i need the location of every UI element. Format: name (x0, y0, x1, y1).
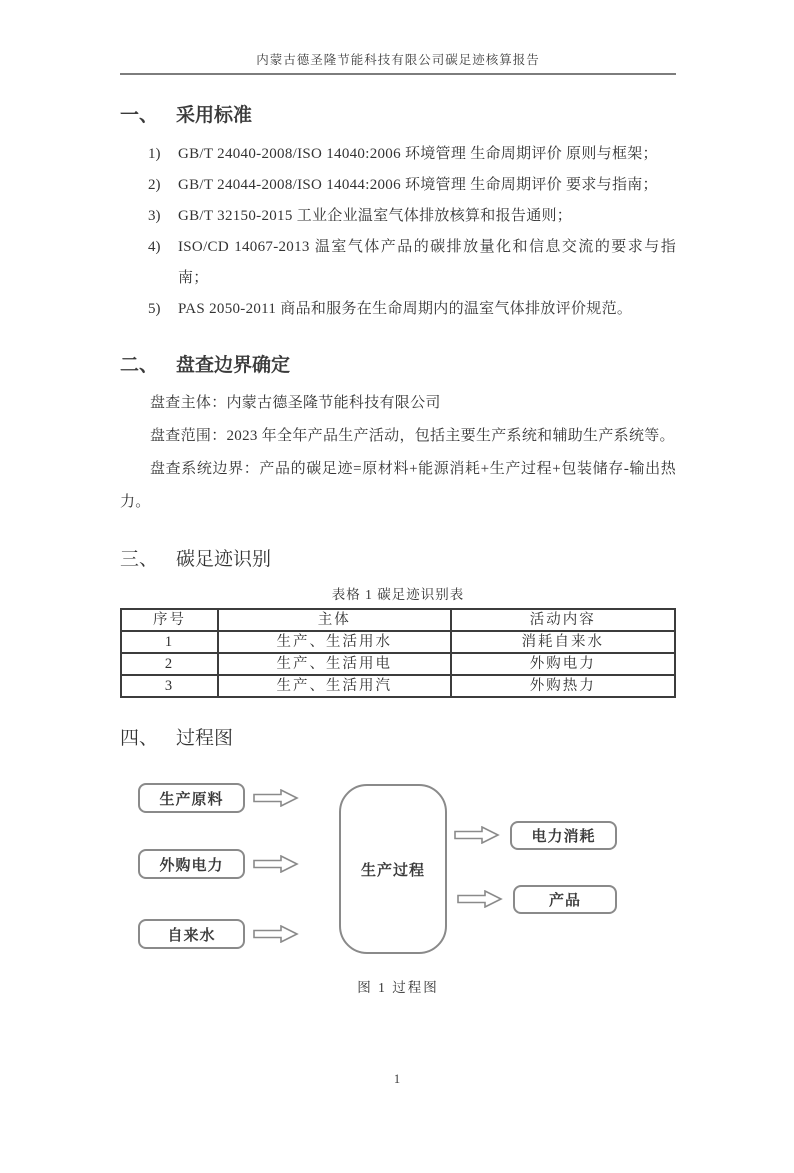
flow-arrow-icon (253, 789, 299, 807)
diagram-input-raw-materials: 生产原料 (138, 783, 245, 813)
table-row (121, 631, 675, 653)
cell-index: 3 (121, 675, 218, 697)
document-page (0, 50, 794, 1173)
list-item-number: 1) (148, 146, 161, 162)
list-item-number: 4) (148, 239, 161, 255)
diagram-input-tap-water: 自来水 (138, 919, 245, 949)
cell-subject: 生产、生活用电 (218, 653, 451, 675)
diagram-output-electricity-consumption: 电力消耗 (510, 821, 617, 850)
table-row (121, 653, 675, 675)
running-header-title: 内蒙古德圣隆节能科技有限公司碳足迹核算报告 (256, 53, 540, 67)
cell-activity: 消耗自来水 (451, 631, 675, 653)
flow-arrow-icon (253, 925, 299, 943)
section-heading-identification (120, 547, 676, 573)
cell-subject: 生产、生活用汽 (218, 675, 451, 697)
section-number: 三、 (120, 549, 159, 570)
standards-list (120, 139, 676, 325)
list-item-number: 3) (148, 208, 161, 224)
process-flow-diagram (120, 772, 676, 962)
section-number: 一、 (120, 105, 159, 126)
list-item-text: ISO/CD 14067-2013 温室气体产品的碳排放量化和信息交流的要求与指南； (178, 239, 676, 286)
section-title: 过程图 (176, 728, 234, 749)
list-item (148, 139, 676, 170)
section-title: 采用标准 (176, 105, 253, 126)
list-item-text: GB/T 24040-2008/ISO 14040:2006 环境管理 生命周期评价 原则与框架； (178, 146, 658, 162)
column-header-activity: 活动内容 (451, 609, 675, 631)
cell-index: 1 (121, 631, 218, 653)
list-item (148, 201, 676, 232)
table-caption: 表格 1 碳足迹识别表 (331, 587, 465, 602)
section-number: 二、 (120, 355, 159, 376)
list-item (148, 170, 676, 201)
page-number: 1 (393, 1072, 401, 1086)
diagram-input-purchased-electricity: 外购电力 (138, 849, 245, 879)
cell-index: 2 (121, 653, 218, 675)
section-title: 盘查边界确定 (176, 355, 291, 376)
flow-arrow-icon (457, 890, 503, 908)
paragraph-scope: 盘查范围：2023 年全年产品生产活动，包括主要生产系统和辅助生产系统等。 (150, 428, 675, 444)
figure-caption: 图 1 过程图 (357, 980, 439, 995)
list-item-number: 2) (148, 177, 161, 193)
column-header-subject: 主体 (218, 609, 451, 631)
section-title: 碳足迹识别 (176, 549, 272, 570)
section-heading-boundary (120, 353, 676, 379)
list-item-number: 5) (148, 301, 161, 317)
boundary-paragraphs (120, 387, 676, 519)
cell-activity: 外购热力 (451, 675, 675, 697)
list-item-text: PAS 2050-2011 商品和服务在生命周期内的温室气体排放评价规范。 (178, 301, 633, 317)
list-item (148, 294, 676, 325)
paragraph-subject: 盘查主体：内蒙古德圣隆节能科技有限公司 (150, 395, 441, 411)
column-header-index: 序号 (121, 609, 218, 631)
flow-arrow-icon (454, 826, 500, 844)
running-header (120, 50, 676, 75)
diagram-output-product: 产品 (513, 885, 617, 914)
section-heading-process-diagram (120, 726, 676, 752)
table-header-row (121, 609, 675, 631)
footprint-identification-table (120, 608, 676, 698)
flow-arrow-icon (253, 855, 299, 873)
table-row (121, 675, 675, 697)
diagram-process-box: 生产过程 (339, 784, 447, 954)
section-number: 四、 (120, 728, 159, 749)
paragraph-system-boundary: 盘查系统边界：产品的碳足迹=原材料+能源消耗+生产过程+包装储存-输出热力。 (120, 461, 676, 510)
section-heading-standards (120, 103, 676, 129)
list-item-text: GB/T 32150-2015 工业企业温室气体排放核算和报告通则； (178, 208, 573, 224)
list-item-text: GB/T 24044-2008/ISO 14044:2006 环境管理 生命周期评价 要求与指南； (178, 177, 658, 193)
cell-subject: 生产、生活用水 (218, 631, 451, 653)
cell-activity: 外购电力 (451, 653, 675, 675)
list-item (148, 232, 676, 294)
